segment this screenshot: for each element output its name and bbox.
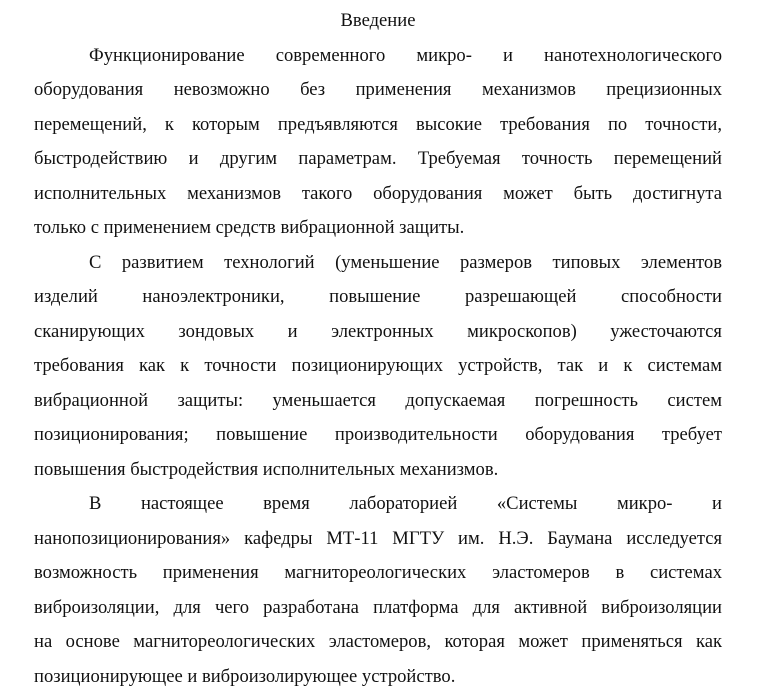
paragraph-3	[34, 487, 722, 694]
document-page	[34, 4, 722, 694]
paragraph-3-line-2: нанопозиционирования» кафедры МТ-11 МГТУ им. Н.Э. Баумана исследуется	[34, 527, 722, 549]
paragraph-1-line-3: перемещений, к которым предъявляются высокие требования по точности,	[34, 113, 722, 135]
paragraph-2-line-4: требования как к точности позиционирующих устройств, так и к системам	[34, 355, 722, 376]
paragraph-1-line-5: исполнительных механизмов такого оборудования может быть достигнута	[34, 182, 722, 204]
paragraph-3-line-4: виброизоляции, для чего разработана платформа для активной виброизоляции	[34, 596, 722, 618]
paragraph-2-line-7: повышения быстродействия исполнительных механизмов.	[34, 458, 499, 480]
paragraph-3-line-3: возможность применения магнитореологических эластомеров в системах	[34, 562, 722, 583]
paragraph-1-line-1: Функционирование современного микро- и нанотехнологического	[89, 44, 722, 66]
paragraph-2	[34, 246, 722, 488]
paragraph-3-line-6: позиционирующее и виброизолирующее устройство.	[34, 665, 456, 687]
paragraph-1-line-6: только с применением средств вибрационной защиты.	[34, 217, 465, 238]
paragraph-2-line-6: позиционирования; повышение производительности оборудования требует	[34, 424, 722, 445]
paragraph-2-line-3: сканирующих зондовых и электронных микроскопов) ужесточаются	[34, 320, 722, 342]
paragraph-1-line-2: оборудования невозможно без применения механизмов прецизионных	[34, 79, 722, 100]
paragraph-2-line-5: вибрационной защиты: уменьшается допускаемая погрешность систем	[34, 389, 722, 411]
section-title: Введение	[340, 10, 416, 31]
paragraph-3-line-1: В настоящее время лабораторией «Системы микро- и	[89, 493, 722, 514]
paragraph-3-line-5: на основе магнитореологических эластомеров, которая может применяться как	[34, 631, 722, 652]
paragraph-2-line-1: С развитием технологий (уменьшение размеров типовых элементов	[89, 251, 722, 273]
paragraph-2-line-2: изделий наноэлектроники, повышение разрешающей способности	[34, 286, 722, 307]
paragraph-1-line-4: быстродействию и другим параметрам. Требуемая точность перемещений	[34, 148, 722, 169]
paragraph-1	[34, 39, 722, 246]
